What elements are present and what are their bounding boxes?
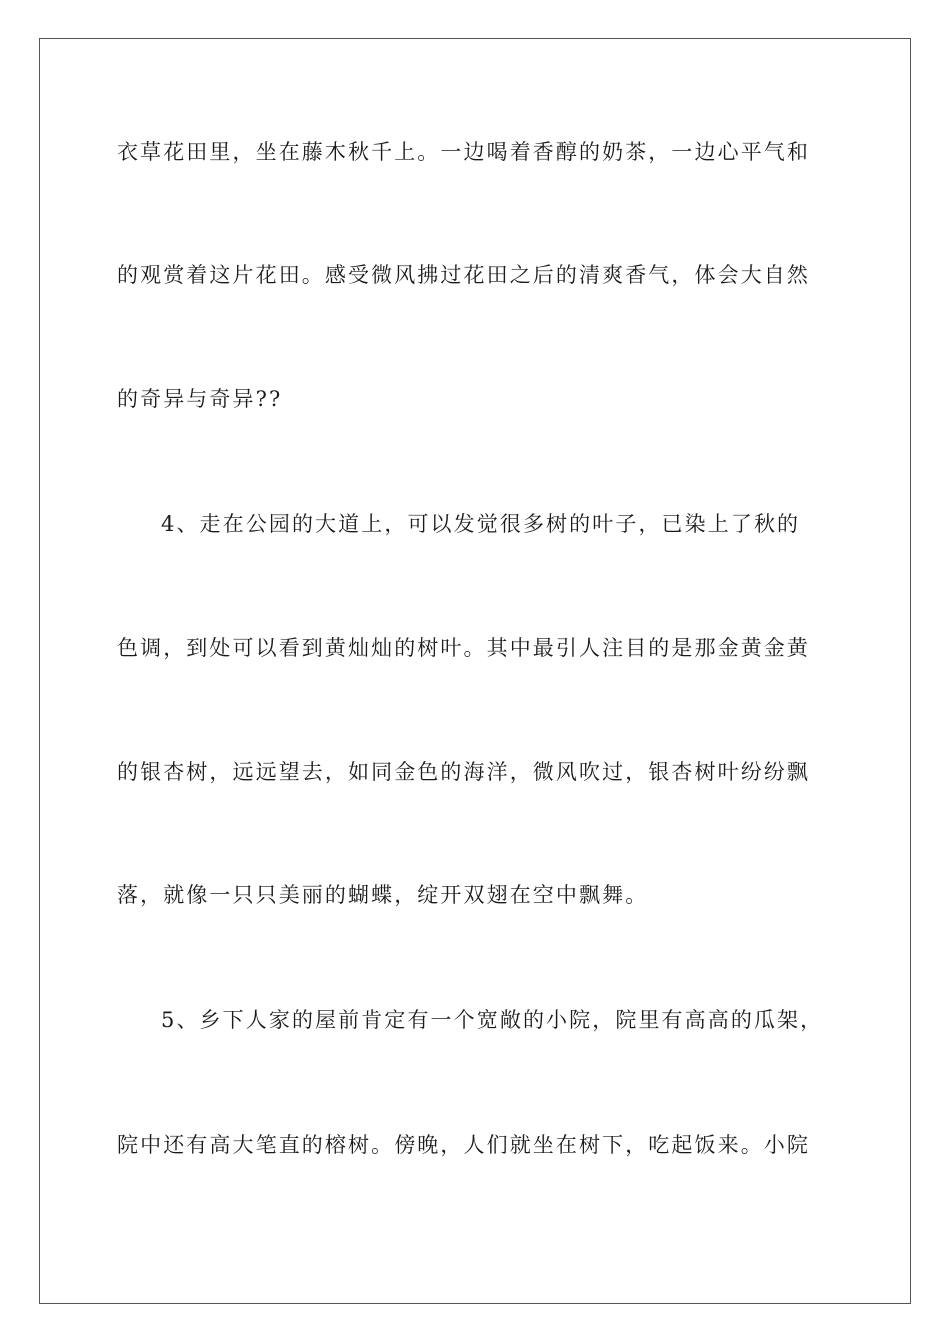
paragraph-line: 落，就像一只只美丽的蝴蝶，绽开双翅在空中飘舞。: [117, 883, 649, 907]
paragraph-line: 4、走在公园的大道上，可以发觉很多树的叶子，已染上了秋的: [161, 512, 801, 536]
page-border: [39, 38, 911, 1304]
paragraph-line: 的奇异与奇异??: [117, 387, 283, 411]
paragraph-line: 院中还有高大笔直的榕树。傍晚，人们就坐在树下，吃起饭来。小院: [117, 1133, 810, 1157]
paragraph-line: 衣草花田里，坐在藤木秋千上。一边喝着香醇的奶茶，一边心平气和: [117, 140, 810, 164]
paragraph-line: 色调，到处可以看到黄灿灿的树叶。其中最引人注目的是那金黄金黄: [117, 636, 810, 660]
paragraph-line: 5、乡下人家的屋前肯定有一个宽敞的小院，院里有高高的瓜架，: [161, 1008, 824, 1032]
paragraph-line: 的观赏着这片花田。感受微风拂过花田之后的清爽香气，体会大自然: [117, 263, 810, 287]
paragraph-line: 的银杏树，远远望去，如同金色的海洋，微风吹过，银杏树叶纷纷飘: [117, 760, 810, 784]
